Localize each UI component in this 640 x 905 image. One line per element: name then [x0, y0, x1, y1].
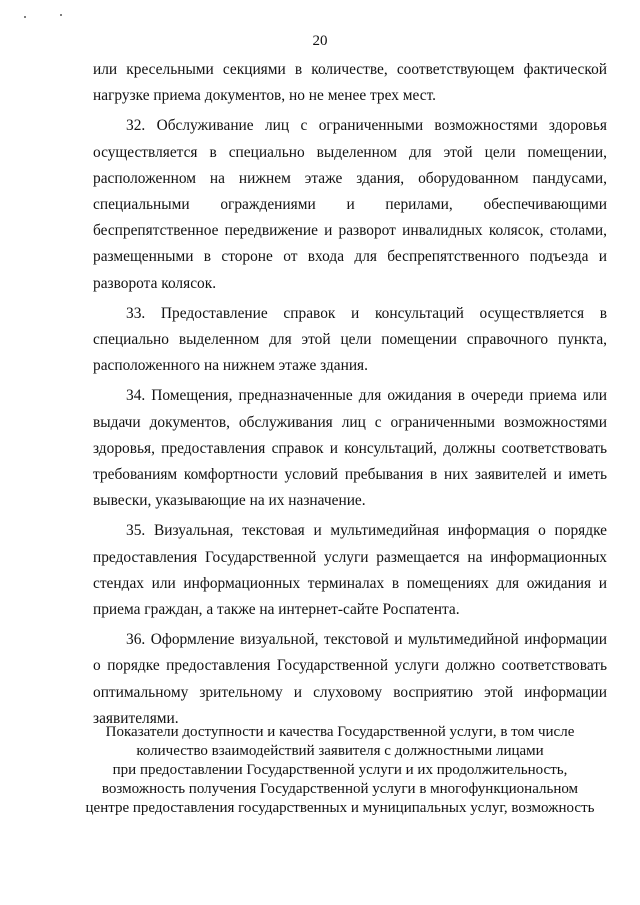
body-text	[93, 57, 607, 736]
heading-line: Показатели доступности и качества Государственной услуги, в том числе	[105, 724, 575, 740]
scan-speck	[24, 16, 26, 18]
paragraph-32: 32. Обслуживание лиц с ограниченными возможностями здоровья осуществляется в специально выделенном для этой цели помещении, расположенном на нижнем этаже здания, оборудованном пандусами, специальными ограждениями и перилами, обеспечивающими беспрепятственное передвижение и разворот инвалидных колясок, столами, размещенными в стороне от входа для беспрепятственного подъезда и разворота колясок.	[93, 117, 607, 292]
paragraph-34: 34. Помещения, предназначенные для ожидания в очереди приема или выдачи документов, обслуживания лиц с ограниченными возможностями здоровья, предоставления справок и консультаций, должны соответствовать требованиям комфортности условий пребывания в них заявителей и иметь вывески, указывающие на их назначение.	[93, 387, 607, 510]
paragraph-35: 35. Визуальная, текстовая и мультимедийная информация о порядке предоставления Государственной услуги размещается на информационных стендах или информационных терминалах в помещениях для ожидания и приема граждан, а также на интернет-сайте Роспатента.	[93, 522, 607, 619]
page-number: 20	[312, 33, 328, 49]
section-heading	[80, 723, 600, 818]
paragraph-36: 36. Оформление визуальной, текстовой и мультимедийной информации о порядке предоставления Государственной услуги должно соответствовать оптимальному зрительному и слуховому восприятию этой информации заявителями.	[93, 631, 607, 727]
heading-line: возможность получения Государственной услуги в многофункциональном	[101, 781, 579, 797]
paragraph-33: 33. Предоставление справок и консультаций осуществляется в специально выделенном для этой цели помещении справочного пункта, расположенного на нижнем этаже здания.	[93, 304, 607, 375]
scan-speck	[60, 14, 62, 16]
heading-line: при предоставлении Государственной услуги и их продолжительность,	[112, 762, 568, 778]
heading-line: центре предоставления государственных и муниципальных услуг, возможность	[85, 800, 595, 816]
paragraph-continuation: или кресельными секциями в количестве, соответствующем фактической нагрузке приема документов, но не менее трех мест.	[93, 61, 607, 105]
heading-line: количество взаимодействий заявителя с должностными лицами	[136, 743, 544, 759]
